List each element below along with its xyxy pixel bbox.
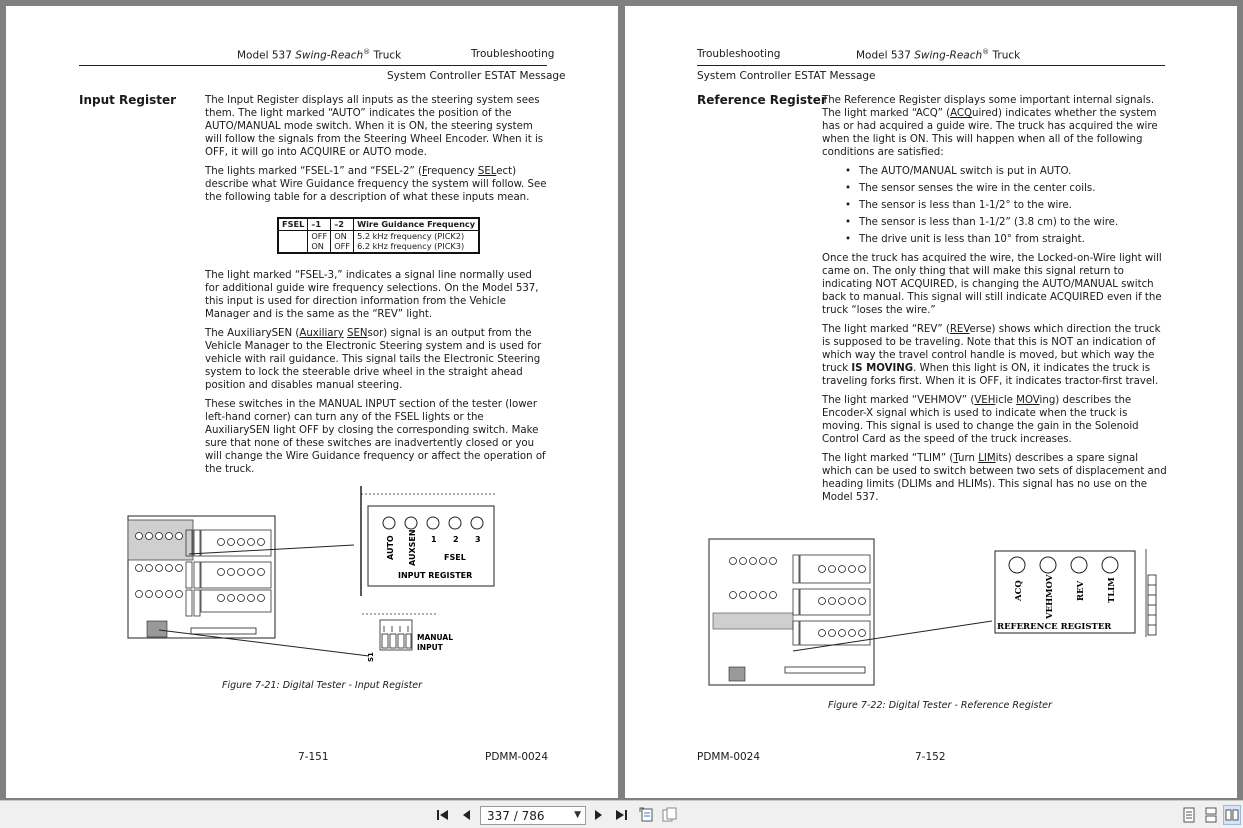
paragraph: The light marked “TLIM” (Turn LIMits) describes a spare signal which can be used to switch between two sets of displacement and heading limits (DLIMs and HLIMs). This signal has no use on the Model 537.	[822, 453, 1167, 503]
section-title: Input Register	[79, 93, 177, 107]
label-acq: ACQ	[1014, 580, 1024, 601]
first-page-icon	[436, 809, 450, 821]
page-header-title: Model 537 Swing-Reach® Truck	[237, 48, 402, 62]
page-number-input[interactable]	[480, 806, 586, 825]
page-header-chapter: Troubleshooting	[697, 48, 781, 60]
fit-width-icon	[639, 807, 655, 823]
table-header-row	[279, 219, 478, 230]
table-header: –2	[331, 219, 354, 230]
list-item: • The drive unit is less than 10° from straight.	[845, 234, 1085, 245]
previous-page-icon	[461, 809, 471, 821]
document-number: PDMM-0024	[485, 751, 549, 763]
paragraph: Once the truck has acquired the wire, the Locked-on-Wire light will came on. The only thing that will make this signal return to indicating NOT ACQUIRED, is changing the AUTO/MANUAL switch back to manual. This signal will still indicate ACQUIRED even if the truck “loses the wire.”	[822, 253, 1162, 316]
table-row	[279, 241, 478, 252]
label-vehmov: VEHMOV	[1045, 574, 1055, 619]
navigation-toolbar	[0, 800, 1243, 828]
page-7-152	[625, 6, 1237, 798]
previous-page-button[interactable]	[458, 805, 474, 825]
body-text-continued	[205, 269, 549, 482]
chevron-down-icon: ▼	[574, 810, 581, 820]
manual-input-switches	[147, 621, 167, 637]
next-page-icon	[594, 809, 604, 821]
label-s1: S1	[367, 652, 375, 662]
header-rule	[697, 65, 1165, 66]
table-cell: 5.2 kHz frequency (PICK2)	[357, 230, 465, 241]
paragraph: The lights marked “FSEL-1” and “FSEL-2” (Frequency SELect) describe what Wire Guidance frequency the system will follow. See the following table for a description of what these inputs mean.	[205, 166, 547, 203]
page-header-title: Model 537 Swing-Reach® Truck	[856, 48, 1021, 62]
table-cell: 6.2 kHz frequency (PICK3)	[357, 241, 465, 251]
label-manual: MANUAL	[417, 633, 453, 642]
table-cell	[279, 241, 308, 252]
table-cell: ON	[331, 230, 354, 241]
frequency-table	[277, 217, 480, 254]
label-3: 3	[475, 535, 481, 544]
paragraph: The light marked “FSEL-3,” indicates a signal line normally used for additional guide wire frequency selections. On the Model 537, this input is used for direction information from the Vehicle Manager and is the same as the “REV” light.	[205, 270, 539, 320]
paragraph: These switches in the MANUAL INPUT section of the tester (lower left-hand corner) can turn any of the FSEL lights or the AuxiliarySEN light OFF by closing the corresponding switch. Make sure that none of these switches are inadvertently closed or you will change the Wire Guidance frequency or affect the operation of the truck.	[205, 399, 546, 475]
reference-register-panel	[713, 613, 793, 629]
page-indicator: 337 / 786	[487, 808, 545, 823]
list-item: • The sensor is less than 1-1/2” (3.8 cm) to the wire.	[845, 217, 1119, 228]
reference-register-figure	[705, 531, 1165, 701]
rotate-icon	[661, 807, 677, 823]
body-text	[822, 94, 1168, 510]
table-cell: ON	[308, 241, 331, 252]
label-input: INPUT	[417, 643, 443, 652]
continuous-page-icon	[1204, 807, 1218, 823]
page-number: 7-151	[298, 751, 329, 763]
paragraph: The light marked “REV” (REVerse) shows which direction the truck is supposed to be traveling. Note that this is NOT an indication of which way the travel control handle is moved, but which way the truck IS MOVING. When this light is ON, it indicates the truck is traveling forks first. When it is OFF, it indicates tractor-first travel.	[822, 324, 1161, 387]
figure-caption: Figure 7-21: Digital Tester - Input Register	[222, 680, 423, 691]
first-page-button[interactable]	[434, 805, 452, 825]
table-header: FSEL	[279, 219, 308, 230]
input-register-figure	[121, 476, 501, 666]
next-page-button[interactable]	[591, 805, 607, 825]
paragraph: The light marked “VEHMOV” (VEHicle MOVing) describes the Encoder-X signal which is used to indicate when the truck is moving. This signal is used to change the gain in the Solenoid Control Card as the speed of the truck increases.	[822, 395, 1139, 445]
list-item: • The AUTO/MANUAL switch is put in AUTO.	[845, 166, 1072, 177]
tester-switches	[729, 667, 745, 681]
fit-width-button[interactable]	[638, 805, 656, 825]
input-register-panel	[128, 520, 193, 560]
page-number: 7-152	[915, 751, 946, 763]
label-tlim: TLIM	[1107, 577, 1117, 603]
label-auto: AUTO	[386, 535, 395, 560]
label-2: 2	[453, 535, 459, 544]
table-cell	[279, 230, 308, 241]
table-cell: OFF	[308, 230, 331, 241]
two-page-icon	[1225, 808, 1239, 822]
table-header: –1	[308, 219, 331, 230]
page-7-151	[6, 6, 618, 798]
label-auxsen: AUXSEN	[408, 529, 417, 566]
paragraph: The Input Register displays all inputs as the steering system sees them. The light marked “AUTO” indicates the position of the AUTO/MANUAL mode switch. When it is ON, the steering system will follow the signals from the Steering Wheel Encoder. When it is OFF, it will go into ACQUIRE or AUTO mode.	[205, 95, 544, 158]
paragraph: The Reference Register displays some important internal signals. The light marked “ACQ” (ACQuired) indicates whether the system has or had acquired a guide wire. The truck has acquired the wire when the light is ON. This will happen when all of the following conditions are satisfied:	[822, 95, 1158, 158]
label-fsel: FSEL	[444, 553, 466, 562]
list-item: • The sensor is less than 1-1/2° to the wire.	[845, 200, 1072, 211]
last-page-button[interactable]	[612, 805, 630, 825]
list-item: • The sensor senses the wire in the center coils.	[845, 183, 1096, 194]
label-rev: REV	[1076, 580, 1086, 601]
header-rule	[79, 65, 547, 66]
page-subheader: System Controller ESTAT Message	[387, 70, 566, 82]
single-page-view-button[interactable]	[1180, 805, 1198, 825]
table-cell: OFF	[331, 241, 354, 252]
page-subheader: System Controller ESTAT Message	[697, 70, 876, 82]
document-number: PDMM-0024	[697, 751, 761, 763]
figure-caption: Figure 7-22: Digital Tester - Reference Register	[828, 700, 1052, 711]
rotate-button[interactable]	[660, 805, 678, 825]
page-header-chapter: Troubleshooting	[471, 48, 555, 60]
conditions-list	[822, 165, 1168, 246]
section-title: Reference Register	[697, 93, 827, 107]
connector-edge	[1146, 549, 1156, 637]
continuous-view-button[interactable]	[1202, 805, 1220, 825]
single-page-icon	[1182, 807, 1196, 823]
last-page-icon	[614, 809, 628, 821]
label-input-register: INPUT REGISTER	[398, 571, 473, 580]
table-header: Wire Guidance Frequency	[354, 219, 479, 230]
table-row	[279, 230, 478, 241]
body-text	[205, 94, 549, 210]
label-reference-register: REFERENCE REGISTER	[997, 622, 1112, 632]
two-page-view-button[interactable]	[1223, 805, 1241, 825]
paragraph: The AuxiliarySEN (Auxiliary SENsor) signal is an output from the Vehicle Manager to the Electronic Steering system and is used for vehicle with rail guidance. This signal tails the Electronic Steering system to lock the steerable drive wheel in the straight ahead position and disables manual steering.	[205, 328, 542, 391]
label-1: 1	[431, 535, 437, 544]
input-register-leds	[383, 517, 483, 529]
